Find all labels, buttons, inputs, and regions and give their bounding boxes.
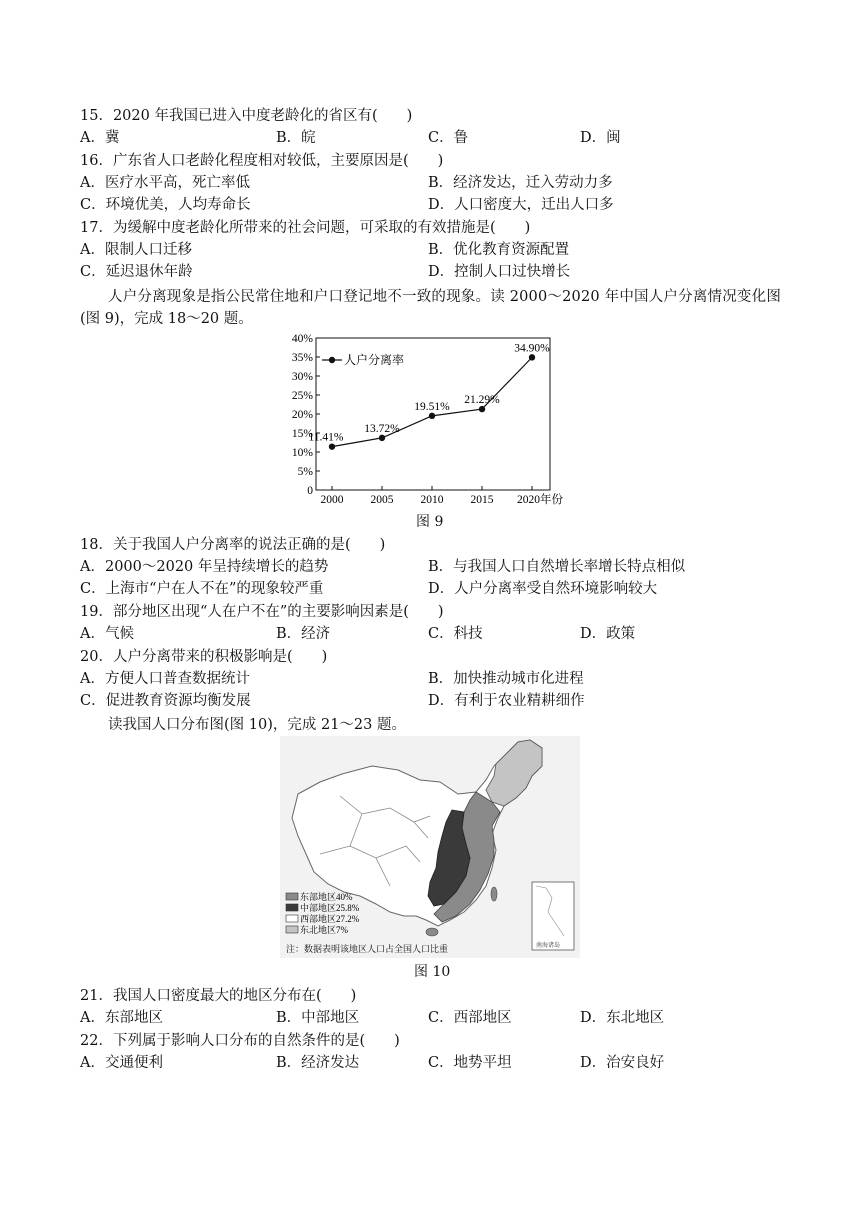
q17-option-b: B．优化教育资源配置 <box>428 242 570 258</box>
q18-option-a: A．2000～2020 年呈持续增长的趋势 <box>80 559 329 575</box>
q22-option-d: D．治安良好 <box>580 1055 665 1071</box>
legend-label: 西部地区27.2% <box>300 914 360 924</box>
intro-21-23: 读我国人口分布图(图 10)，完成 21～23 题。 <box>108 717 406 733</box>
y-tick-label: 20% <box>291 409 313 421</box>
south-china-sea-inset <box>532 882 574 950</box>
x-tick-label: 2005 <box>370 494 394 506</box>
q21-option-d: D．东北地区 <box>580 1010 665 1026</box>
y-tick-label: 40% <box>291 333 313 345</box>
q16-stem: 16．广东省人口老龄化程度相对较低，主要原因是( ) <box>80 153 444 169</box>
legend-label: 东北地区7% <box>300 925 348 935</box>
y-tick-label: 0 <box>307 485 313 497</box>
q22-option-a: A．交通便利 <box>80 1055 163 1071</box>
q15-option-c: C．鲁 <box>428 130 469 146</box>
q21-option-c: C．西部地区 <box>428 1010 512 1026</box>
q20-option-a: A．方便人口普查数据统计 <box>80 671 250 687</box>
y-tick-label: 10% <box>291 447 313 459</box>
figure-9-caption: 图 9 <box>416 514 444 530</box>
inset-label: 南海诸岛 <box>535 943 561 949</box>
x-tick-label: 2000 <box>320 494 344 506</box>
legend-swatch <box>286 915 298 922</box>
q22-option-b: B．经济发达 <box>276 1055 360 1071</box>
intro-18-20-line2: (图 9)，完成 18～20 题。 <box>80 311 253 327</box>
data-point <box>329 443 335 449</box>
q20-option-d: D．有利于农业精耕细作 <box>428 693 585 709</box>
data-label: 34.90% <box>514 342 550 355</box>
q21-option-a: A．东部地区 <box>80 1010 163 1026</box>
q19-option-b: B．经济 <box>276 626 331 642</box>
q15-option-d: D．闽 <box>580 130 621 146</box>
legend-marker <box>329 357 335 363</box>
data-point <box>429 413 435 419</box>
data-label: 13.72% <box>364 422 400 435</box>
q22-option-c: C．地势平坦 <box>428 1055 512 1071</box>
q22-stem: 22．下列属于影响人口分布的自然条件的是( ) <box>80 1033 400 1049</box>
chart-legend <box>322 352 404 367</box>
data-point <box>379 435 385 441</box>
q15-option-b: B．皖 <box>276 130 316 146</box>
q18-option-d: D．人户分离率受自然环境影响较大 <box>428 581 658 597</box>
hainan-island <box>426 928 438 936</box>
y-tick-label: 5% <box>297 466 313 478</box>
legend-label: 中部地区25.8% <box>300 903 360 913</box>
q16-option-a: A．医疗水平高，死亡率低 <box>80 175 250 191</box>
legend-label: 人户分离率 <box>344 353 405 367</box>
q21-stem: 21．我国人口密度最大的地区分布在( ) <box>80 988 357 1004</box>
q16-option-d: D．人口密度大，迁出人口多 <box>428 197 614 213</box>
data-label: 21.29% <box>464 394 500 407</box>
legend-swatch <box>286 893 298 900</box>
taiwan-island <box>491 887 497 901</box>
data-point <box>479 406 485 412</box>
intro-18-20-line1: 人户分离现象是指公民常住地和户口登记地不一致的现象。读 2000～2020 年中国人户分离情况变化图 <box>108 289 782 305</box>
y-tick-label: 35% <box>291 352 313 364</box>
figure-10-population-map <box>280 736 580 958</box>
y-tick-label: 25% <box>291 390 313 402</box>
q16-option-c: C．环境优美，人均寿命长 <box>80 197 251 213</box>
data-label: 19.51% <box>414 400 450 413</box>
q18-option-b: B．与我国人口自然增长率增长特点相似 <box>428 559 686 575</box>
q15-stem: 15．2020 年我国已进入中度老龄化的省区有( ) <box>80 108 413 124</box>
q15-option-a: A．冀 <box>80 130 120 146</box>
x-tick-label: 2010 <box>420 494 444 506</box>
q19-option-c: C．科技 <box>428 626 483 642</box>
y-tick-label: 15% <box>291 428 313 440</box>
map-note: 注：数据表明该地区人口占全国人口比重 <box>286 944 449 954</box>
q20-option-b: B．加快推动城市化进程 <box>428 671 584 687</box>
q17-option-a: A．限制人口迁移 <box>80 242 192 258</box>
q19-option-a: A．气候 <box>80 626 134 642</box>
q20-stem: 20．人户分离带来的积极影响是( ) <box>80 649 328 665</box>
q18-stem: 18．关于我国人户分离率的说法正确的是( ) <box>80 537 386 553</box>
q19-stem: 19．部分地区出现“人在户不在”的主要影响因素是( ) <box>80 604 444 620</box>
figure-10-caption: 图 10 <box>414 964 451 980</box>
q17-option-c: C．延迟退休年龄 <box>80 264 193 280</box>
q19-option-d: D．政策 <box>580 626 636 642</box>
q18-option-c: C．上海市“户在人不在”的现象较严重 <box>80 581 324 597</box>
legend-swatch <box>286 926 298 933</box>
legend-label: 东部地区40% <box>300 892 353 902</box>
q16-option-b: B．经济发达，迁入劳动力多 <box>428 175 613 191</box>
q17-stem: 17．为缓解中度老龄化所带来的社会问题，可采取的有效措施是( ) <box>80 220 531 236</box>
legend-swatch <box>286 904 298 911</box>
x-tick-label: 2015 <box>470 494 494 506</box>
q17-option-d: D．控制人口过快增长 <box>428 264 571 280</box>
data-label: 11.41% <box>308 431 344 444</box>
q20-option-c: C．促进教育资源均衡发展 <box>80 693 251 709</box>
figure-9-line-chart <box>276 330 576 510</box>
y-tick-label: 30% <box>291 371 313 383</box>
data-point <box>529 354 535 360</box>
q21-option-b: B．中部地区 <box>276 1010 360 1026</box>
x-tick-label: 2020年份 <box>517 494 563 506</box>
